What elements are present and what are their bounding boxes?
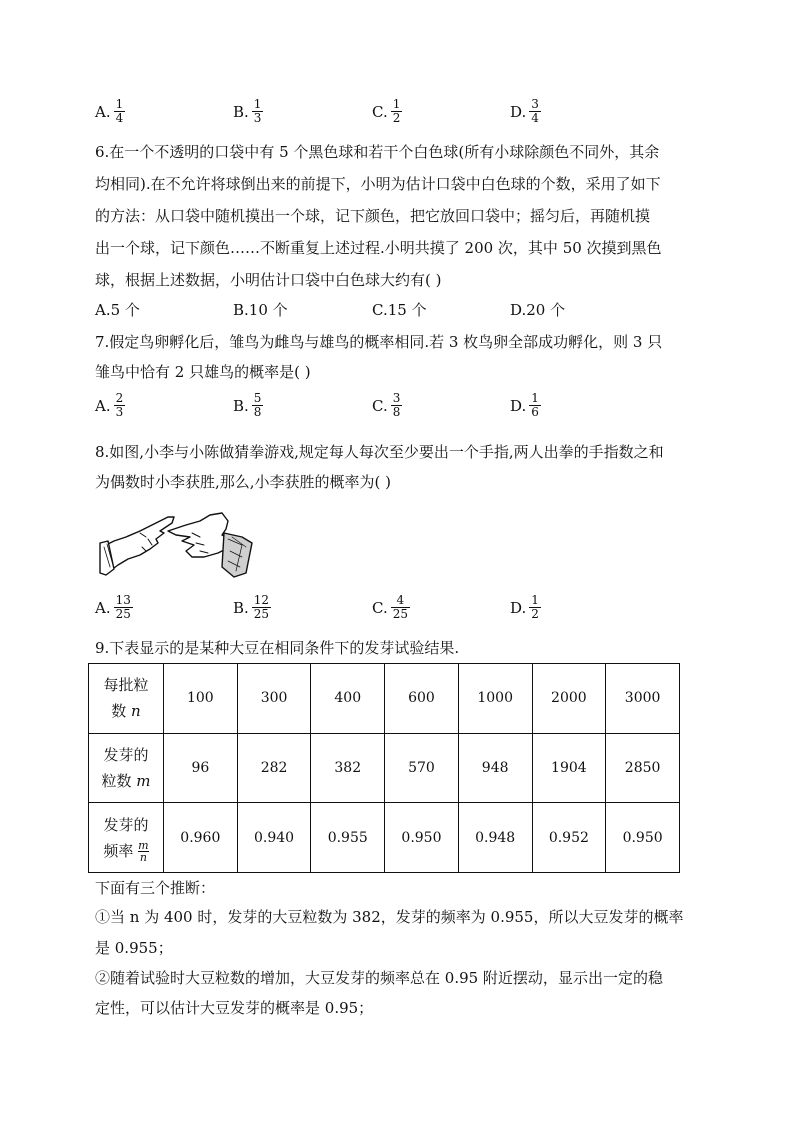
table-cell: 0.950 (606, 803, 680, 873)
row-header (89, 803, 164, 873)
germination-table (88, 663, 680, 873)
table-cell: 382 (311, 733, 385, 803)
row-header-line: 频率 (103, 841, 139, 860)
row-header-line: 数 (111, 702, 132, 721)
fraction (252, 594, 271, 621)
table-cell: 0.955 (311, 803, 385, 873)
q8-option-d (510, 594, 541, 621)
q6-option-d: D.20 个 (510, 301, 566, 319)
q9-after-line-2: ①当 n 为 400 时，发芽的大豆粒数为 382，发芽的频率为 0.955，所以大豆发芽的概率 (95, 908, 684, 926)
table-cell: 300 (237, 664, 311, 734)
denominator: 6 (531, 405, 539, 419)
q7-option-c (372, 392, 402, 419)
table-cell: 2850 (606, 733, 680, 803)
q9-after-line-4: ②随着试验时大豆粒数的增加，大豆发芽的频率总在 0.95 附近摆动，显示出一定的稳 (95, 969, 663, 987)
q7-option-d (510, 392, 541, 419)
numerator: 3 (531, 97, 539, 111)
q5-option-a (95, 98, 125, 125)
fraction (252, 392, 264, 419)
fraction (529, 594, 541, 621)
option-letter: B. (233, 396, 249, 415)
table-cell: 282 (237, 733, 311, 803)
variable: n (131, 702, 141, 721)
numerator: 2 (115, 391, 124, 405)
option-letter: B. (233, 598, 249, 617)
table-cell: 0.952 (532, 803, 606, 873)
q6-line-5: 球，根据上述数据，小明估计口袋中白色球大约有( ) (95, 271, 442, 289)
fraction (138, 840, 148, 863)
numerator: 3 (392, 391, 401, 405)
option-letter: C. (372, 102, 388, 121)
denominator: 8 (253, 405, 262, 419)
numerator: 1 (531, 391, 539, 405)
row-header (89, 664, 164, 734)
denominator: 2 (392, 111, 401, 125)
table-cell: 2000 (532, 664, 606, 734)
table-row (89, 803, 680, 873)
table-cell: 0.948 (458, 803, 532, 873)
fraction (114, 98, 126, 125)
row-header-line: 每批粒 (103, 676, 149, 695)
table-cell: 0.950 (385, 803, 459, 873)
option-letter: A. (95, 396, 111, 415)
denominator: 25 (253, 607, 270, 621)
table-cell: 1000 (458, 664, 532, 734)
table-cell: 948 (458, 733, 532, 803)
numerator: 4 (396, 593, 405, 607)
q5-option-c (372, 98, 402, 125)
fraction (529, 392, 541, 419)
fraction (114, 594, 133, 621)
denominator: 3 (253, 111, 262, 125)
q6-line-3: 的方法：从口袋中随机摸出一个球，记下颜色，把它放回口袋中；摇匀后，再随机摸 (95, 207, 651, 225)
fraction (391, 98, 403, 125)
q7-option-b (233, 392, 263, 419)
table-cell: 100 (164, 664, 238, 734)
row-header-line: 发芽的 (103, 815, 149, 834)
q8-line-2: 为偶数时小李获胜,那么,小李获胜的概率为( ) (95, 473, 392, 491)
denominator: 25 (115, 607, 131, 621)
option-letter: C. (372, 396, 388, 415)
q5-option-d (510, 98, 541, 125)
q6-option-a: A.5 个 (95, 301, 140, 319)
q9-after-line-5: 定性，可以估计大豆发芽的概率是 0.95； (95, 999, 374, 1017)
table-cell: 96 (164, 733, 238, 803)
numerator: m (138, 839, 149, 853)
denominator: n (139, 851, 147, 865)
option-letter: D. (510, 396, 527, 415)
numerator: 12 (253, 593, 270, 607)
table-cell: 0.960 (164, 803, 238, 873)
q8-option-a (95, 594, 133, 621)
numerator: 5 (253, 391, 262, 405)
q6-line-2: 均相同).在不允许将球倒出来的前提下，小明为估计口袋中白色球的个数，采用了如下 (95, 175, 661, 193)
numerator: 13 (115, 593, 131, 607)
table-row (89, 664, 680, 734)
q8-option-b (233, 594, 271, 621)
fraction (529, 98, 541, 125)
row-header-line: 发芽的 (103, 745, 149, 764)
fraction (114, 392, 126, 419)
denominator: 4 (115, 111, 124, 125)
numerator: 1 (253, 97, 262, 111)
table-cell: 600 (385, 664, 459, 734)
denominator: 3 (115, 405, 124, 419)
table-row (89, 733, 680, 803)
table-cell: 570 (385, 733, 459, 803)
row-header (89, 733, 164, 803)
numerator: 1 (392, 97, 401, 111)
q6-line-4: 出一个球，记下颜色……不断重复上述过程.小明共摸了 200 次，其中 50 次摸到黑色 (95, 239, 662, 257)
q9-intro: 9.下表显示的是某种大豆在相同条件下的发芽试验结果. (95, 639, 460, 657)
numerator: 1 (115, 97, 124, 111)
q7-line-1: 7.假定鸟卵孵化后，雏鸟为雌鸟与雄鸟的概率相同.若 3 枚鸟卵全部成功孵化，则 3 只 (95, 333, 663, 351)
q8-line-1: 8.如图,小李与小陈做猜拳游戏,规定每人每次至少要出一个手指,两人出拳的手指数之和 (95, 443, 664, 461)
q5-option-b (233, 98, 263, 125)
table-cell: 400 (311, 664, 385, 734)
table-cell: 0.940 (237, 803, 311, 873)
row-header-line: 粒数 (101, 771, 137, 790)
option-letter: D. (510, 598, 527, 617)
fraction (391, 392, 403, 419)
numerator: 1 (531, 593, 539, 607)
option-letter: A. (95, 102, 111, 121)
q6-option-c: C.15 个 (372, 301, 427, 319)
denominator: 25 (392, 607, 408, 621)
finger-guessing-hands-illustration (96, 503, 256, 581)
denominator: 4 (531, 111, 539, 125)
denominator: 8 (392, 405, 401, 419)
option-letter: C. (372, 598, 388, 617)
option-letter: B. (233, 102, 249, 121)
q8-option-c (372, 594, 410, 621)
option-letter: A. (95, 598, 111, 617)
q9-after-line-3: 是 0.955； (95, 939, 173, 957)
q6-line-1: 6.在一个不透明的口袋中有 5 个黑色球和若干个白色球(所有小球除颜色不同外，其余 (95, 143, 660, 161)
q9-after-line-1: 下面有三个推断： (95, 879, 216, 897)
option-letter: D. (510, 102, 527, 121)
q7-line-2: 雏鸟中恰有 2 只雄鸟的概率是( ) (95, 363, 311, 381)
fraction (252, 98, 264, 125)
table-cell: 1904 (532, 733, 606, 803)
q7-option-a (95, 392, 125, 419)
denominator: 2 (531, 607, 539, 621)
fraction (391, 594, 410, 621)
variable: m (136, 771, 151, 790)
q6-option-b: B.10 个 (233, 301, 288, 319)
table-cell: 3000 (606, 664, 680, 734)
